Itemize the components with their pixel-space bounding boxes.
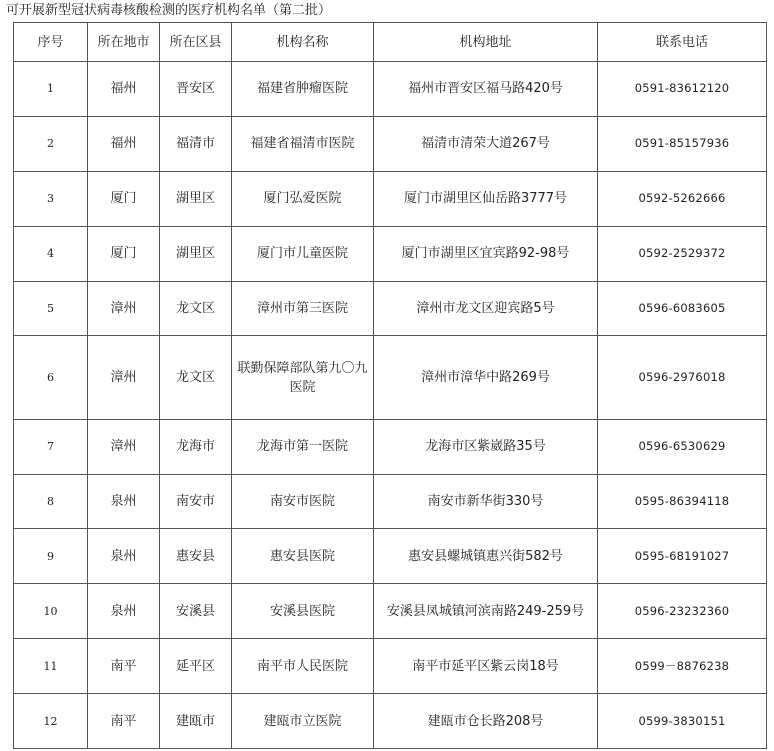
- cell-city: 福州: [88, 116, 160, 171]
- cell-index: 7: [14, 419, 88, 474]
- cell-index: 11: [14, 639, 88, 694]
- cell-phone: 0599-3830151: [598, 694, 767, 749]
- cell-index: 3: [14, 171, 88, 226]
- cell-index: 8: [14, 474, 88, 529]
- cell-phone: 0595-68191027: [598, 529, 767, 584]
- cell-address: 福清市清荣大道267号: [374, 116, 598, 171]
- table-row: [14, 529, 767, 584]
- cell-district: 延平区: [160, 639, 232, 694]
- cell-index: 12: [14, 694, 88, 749]
- cell-name: 联勤保障部队第九〇九医院: [232, 336, 374, 419]
- cell-address: 厦门市湖里区仙岳路3777号: [374, 171, 598, 226]
- cell-address: 漳州市龙文区迎宾路5号: [374, 281, 598, 336]
- header-index: 序号: [14, 23, 88, 62]
- cell-name: 安溪县医院: [232, 584, 374, 639]
- header-district: 所在区县: [160, 23, 232, 62]
- cell-phone: 0591-83612120: [598, 62, 767, 117]
- cell-name: 惠安县医院: [232, 529, 374, 584]
- cell-district: 龙文区: [160, 281, 232, 336]
- cell-name: 龙海市第一医院: [232, 419, 374, 474]
- institution-table: [13, 22, 767, 749]
- cell-city: 南平: [88, 694, 160, 749]
- cell-phone: 0599－8876238: [598, 639, 767, 694]
- table-row: [14, 474, 767, 529]
- cell-phone: 0596-6083605: [598, 281, 767, 336]
- cell-city: 南平: [88, 639, 160, 694]
- cell-district: 晋安区: [160, 62, 232, 117]
- table-row: [14, 336, 767, 419]
- cell-address: 福州市晋安区福马路420号: [374, 62, 598, 117]
- table-row: [14, 419, 767, 474]
- cell-name: 南平市人民医院: [232, 639, 374, 694]
- cell-name: 福建省肿瘤医院: [232, 62, 374, 117]
- table-row: [14, 226, 767, 281]
- cell-index: 4: [14, 226, 88, 281]
- cell-phone: 0592-5262666: [598, 171, 767, 226]
- cell-phone: 0595-86394118: [598, 474, 767, 529]
- cell-address: 惠安县螺城镇惠兴街582号: [374, 529, 598, 584]
- cell-district: 福清市: [160, 116, 232, 171]
- cell-phone: 0596-23232360: [598, 584, 767, 639]
- cell-index: 10: [14, 584, 88, 639]
- cell-district: 湖里区: [160, 226, 232, 281]
- cell-address: 建瓯市仓长路208号: [374, 694, 598, 749]
- cell-district: 安溪县: [160, 584, 232, 639]
- table-row: [14, 62, 767, 117]
- header-name: 机构名称: [232, 23, 374, 62]
- cell-city: 泉州: [88, 584, 160, 639]
- cell-city: 漳州: [88, 419, 160, 474]
- table-header-row: [14, 23, 767, 62]
- table-row: [14, 584, 767, 639]
- cell-city: 漳州: [88, 281, 160, 336]
- header-address: 机构地址: [374, 23, 598, 62]
- cell-district: 南安市: [160, 474, 232, 529]
- cell-phone: 0592-2529372: [598, 226, 767, 281]
- cell-district: 龙文区: [160, 336, 232, 419]
- cell-address: 安溪县凤城镇河滨南路249-259号: [374, 584, 598, 639]
- cell-address: 漳州市漳华中路269号: [374, 336, 598, 419]
- cell-phone: 0591-85157936: [598, 116, 767, 171]
- cell-name: 福建省福清市医院: [232, 116, 374, 171]
- cell-phone: 0596-2976018: [598, 336, 767, 419]
- table-row: [14, 116, 767, 171]
- cell-index: 5: [14, 281, 88, 336]
- table-row: [14, 694, 767, 749]
- cell-name: 建瓯市立医院: [232, 694, 374, 749]
- cell-city: 漳州: [88, 336, 160, 419]
- table-row: [14, 639, 767, 694]
- cell-district: 龙海市: [160, 419, 232, 474]
- cell-name: 厦门弘爱医院: [232, 171, 374, 226]
- table-row: [14, 171, 767, 226]
- cell-address: 南安市新华街330号: [374, 474, 598, 529]
- cell-address: 南平市延平区紫云岗18号: [374, 639, 598, 694]
- cell-index: 1: [14, 62, 88, 117]
- cell-city: 泉州: [88, 529, 160, 584]
- cell-phone: 0596-6530629: [598, 419, 767, 474]
- page-title: 可开展新型冠状病毒核酸检测的医疗机构名单（第二批）: [6, 3, 332, 18]
- table-row: [14, 281, 767, 336]
- cell-name: 南安市医院: [232, 474, 374, 529]
- cell-city: 厦门: [88, 171, 160, 226]
- cell-index: 9: [14, 529, 88, 584]
- header-city: 所在地市: [88, 23, 160, 62]
- cell-index: 6: [14, 336, 88, 419]
- cell-name: 厦门市儿童医院: [232, 226, 374, 281]
- cell-city: 泉州: [88, 474, 160, 529]
- header-phone: 联系电话: [598, 23, 767, 62]
- cell-city: 福州: [88, 62, 160, 117]
- cell-name: 漳州市第三医院: [232, 281, 374, 336]
- cell-district: 湖里区: [160, 171, 232, 226]
- cell-index: 2: [14, 116, 88, 171]
- cell-city: 厦门: [88, 226, 160, 281]
- cell-address: 厦门市湖里区宜宾路92-98号: [374, 226, 598, 281]
- cell-address: 龙海市区紫崴路35号: [374, 419, 598, 474]
- cell-district: 建瓯市: [160, 694, 232, 749]
- cell-district: 惠安县: [160, 529, 232, 584]
